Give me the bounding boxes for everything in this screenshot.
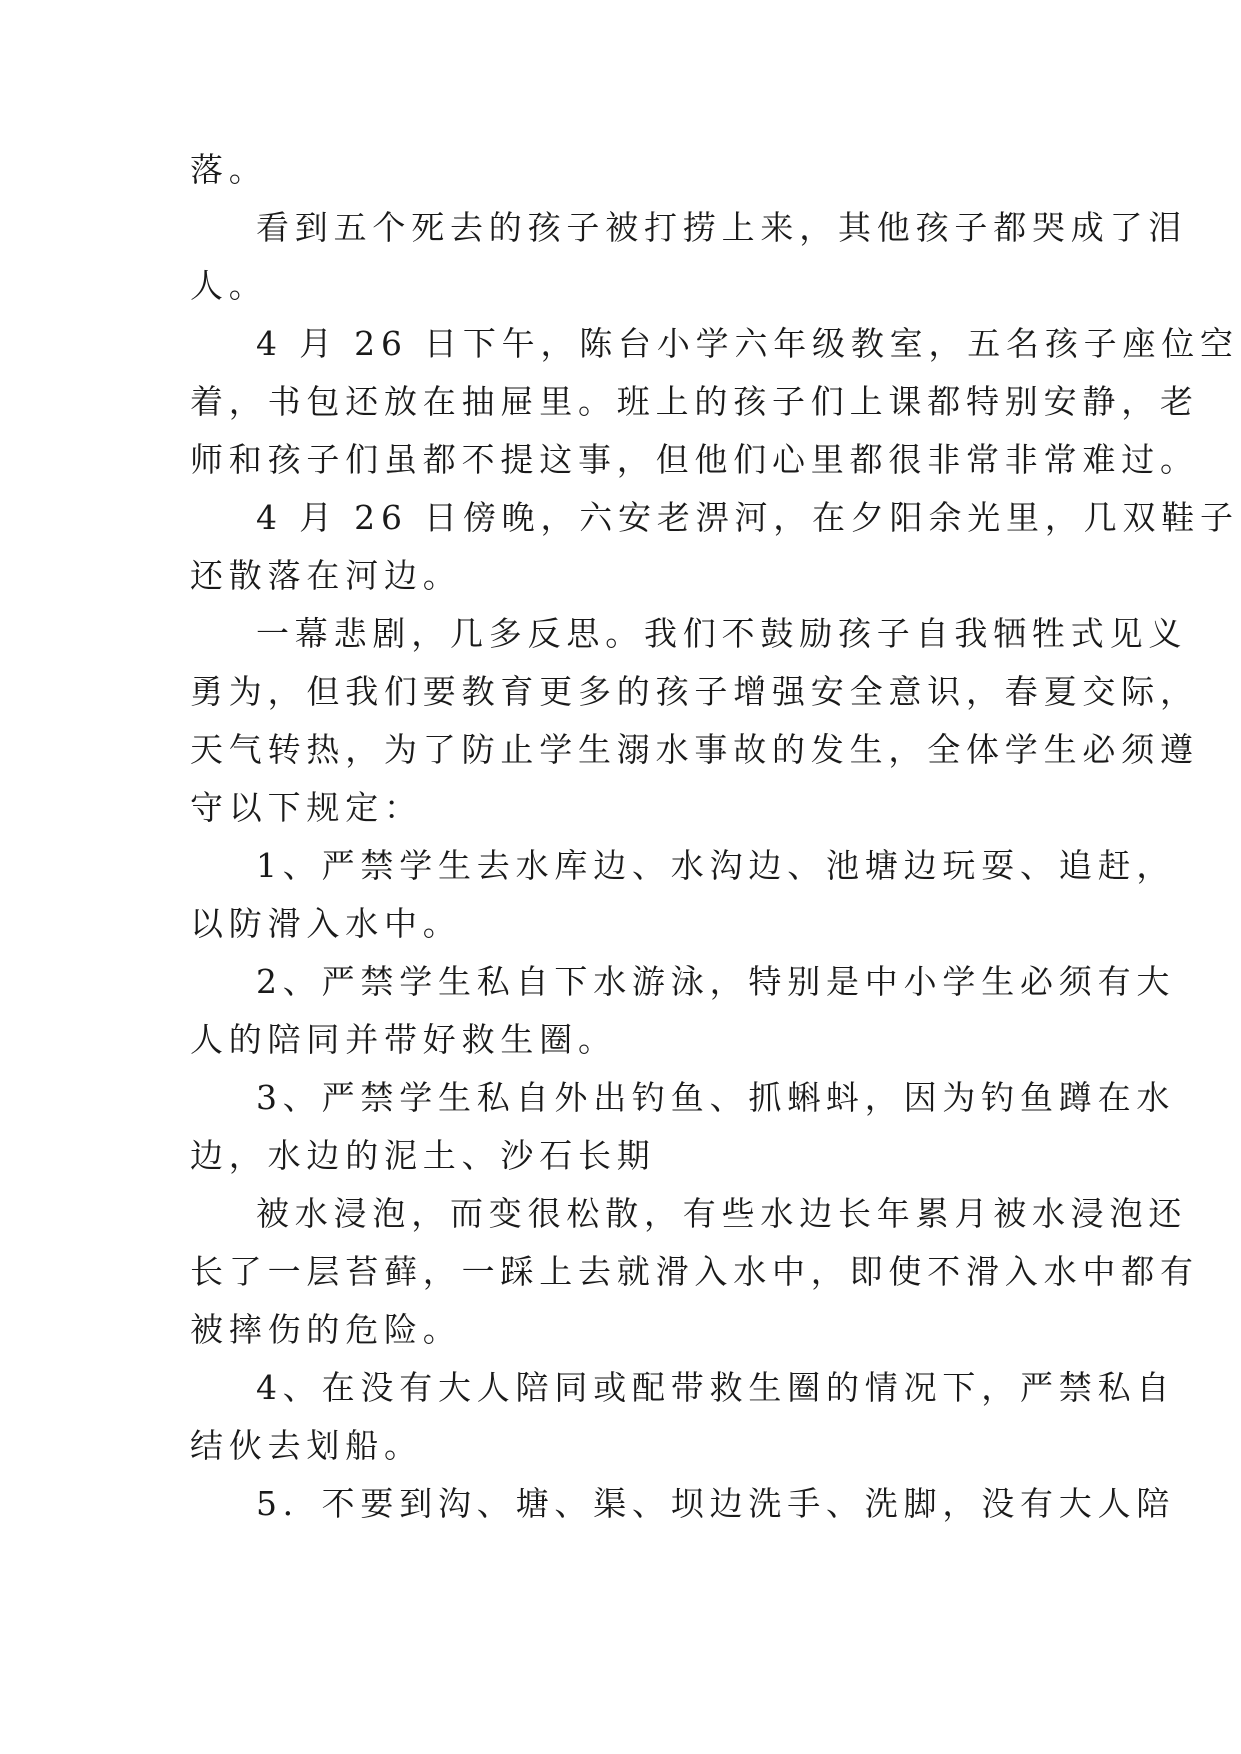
paragraph-line: 一幕悲剧，几多反思。我们不鼓励孩子自我牺牲式见义 <box>256 614 1188 653</box>
text-line: 勇为，但我们要教育更多的孩子增强安全意识，春夏交际， <box>190 672 1199 711</box>
paragraph-line: 3、严禁学生私自外出钓鱼、抓蝌蚪，因为钓鱼蹲在水 <box>256 1078 1176 1117</box>
paragraph-line: 2、严禁学生私自下水游泳，特别是中小学生必须有大 <box>256 962 1176 1001</box>
text-line: 师和孩子们虽都不提这事，但他们心里都很非常非常难过。 <box>190 440 1199 479</box>
text-line: 结伙去划船。 <box>190 1426 423 1465</box>
paragraph-line: 4、在没有大人陪同或配带救生圈的情况下，严禁私自 <box>256 1368 1176 1407</box>
text-line: 落。 <box>190 150 268 189</box>
paragraph-line: 被水浸泡，而变很松散，有些水边长年累月被水浸泡还 <box>256 1194 1188 1233</box>
paragraph-line: 1、严禁学生去水库边、水沟边、池塘边玩耍、追赶， <box>256 846 1176 885</box>
text-line: 天气转热，为了防止学生溺水事故的发生，全体学生必须遵 <box>190 730 1199 769</box>
paragraph-line: 4 月 26 日下午，陈台小学六年级教室，五名孩子座位空 <box>256 324 1239 363</box>
paragraph-line: 5．不要到沟、塘、渠、坝边洗手、洗脚，没有大人陪 <box>256 1484 1176 1523</box>
text-line: 着，书包还放在抽屉里。班上的孩子们上课都特别安静，老 <box>190 382 1199 421</box>
text-line: 边，水边的泥土、沙石长期 <box>190 1136 656 1175</box>
text-line: 人的陪同并带好救生圈。 <box>190 1020 617 1059</box>
text-line: 长了一层苔藓，一踩上去就滑入水中，即使不滑入水中都有 <box>190 1252 1199 1291</box>
text-line: 人。 <box>190 266 268 305</box>
text-line: 以防滑入水中。 <box>190 904 462 943</box>
text-line: 还散落在河边。 <box>190 556 462 595</box>
text-line: 守以下规定： <box>190 788 423 827</box>
text-line: 被摔伤的危险。 <box>190 1310 462 1349</box>
paragraph-line: 看到五个死去的孩子被打捞上来，其他孩子都哭成了泪 <box>256 208 1188 247</box>
paragraph-line: 4 月 26 日傍晚，六安老淠河，在夕阳余光里，几双鞋子 <box>256 498 1239 537</box>
